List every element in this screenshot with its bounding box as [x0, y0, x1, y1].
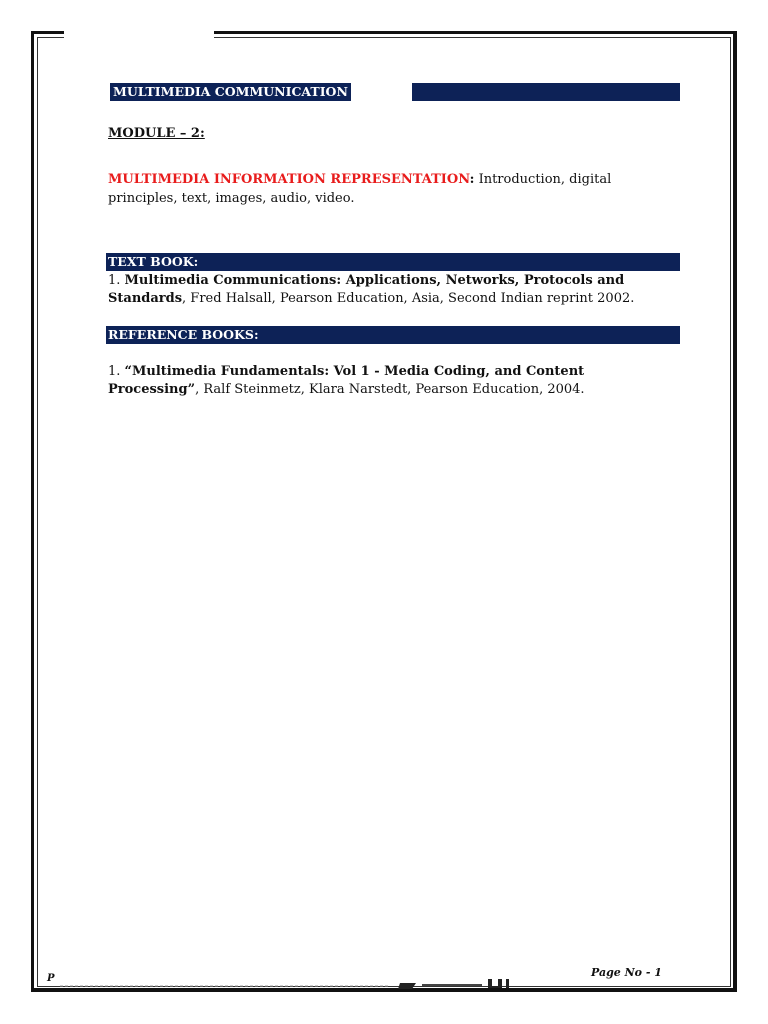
text-book-item: [108, 272, 678, 308]
reference-books-heading: REFERENCE BOOKS:: [106, 326, 680, 344]
reference-book-item: [108, 363, 678, 399]
topic-separator: :: [469, 172, 475, 187]
reference-book-item-number: 1.: [108, 364, 125, 379]
topic-text: Introduction, digital principles, text, images, audio, video.: [108, 172, 612, 206]
header-decorative-bar: [412, 83, 680, 101]
page-number: Page No - 1: [591, 966, 662, 979]
topic-heading: MULTIMEDIA INFORMATION REPRESENTATION: [108, 172, 470, 187]
footer-left-letter: P: [47, 973, 55, 984]
text-book-heading: TEXT BOOK:: [106, 253, 680, 271]
module-heading: MODULE – 2:: [108, 126, 205, 141]
page-border-gap: [64, 30, 214, 38]
document-header-title: MULTIMEDIA COMMUNICATION: [110, 83, 351, 101]
reference-book-item-title: “Multimedia Fundamentals: Vol 1 - Media Coding, and Content Processing”: [108, 364, 585, 397]
text-book-item-details: , Fred Halsall, Pearson Education, Asia, Second Indian reprint 2002.: [182, 291, 635, 306]
module-topic: [108, 170, 668, 208]
reference-book-item-details: , Ralf Steinmetz, Klara Narstedt, Pearson Education, 2004.: [195, 382, 585, 397]
footer-scan-artifact: [60, 979, 520, 989]
text-book-item-title: Multimedia Communications: Applications, Networks, Protocols and Standards: [108, 273, 625, 306]
text-book-item-number: 1.: [108, 273, 125, 288]
